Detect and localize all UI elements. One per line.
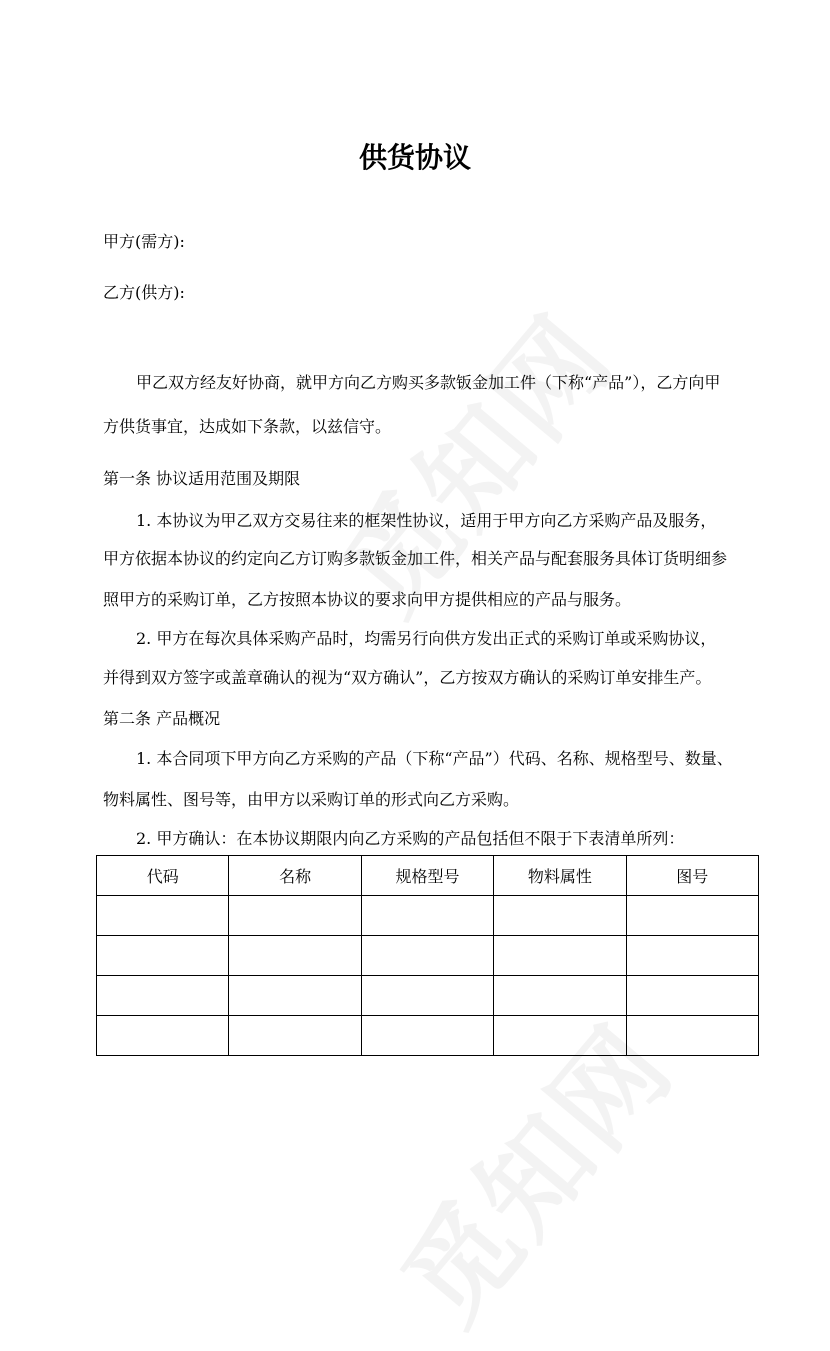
table-cell: [494, 936, 626, 976]
column-header-drawing-no: 图号: [626, 856, 758, 896]
table-cell: [229, 976, 361, 1016]
article-2-clause-1-line-2: 物料属性、图号等，由甲方以采购订单的形式向乙方采购。: [103, 790, 520, 809]
column-header-name: 名称: [229, 856, 361, 896]
article-2-clause-1-line-1: 1. 本合同项下甲方向乙方采购的产品（下称“产品”）代码、名称、规格型号、数量、: [136, 749, 733, 768]
table-cell: [626, 1016, 758, 1056]
table-header-row: [97, 856, 759, 896]
column-header-spec: 规格型号: [361, 856, 493, 896]
table-row: [97, 896, 759, 936]
article-1-clause-1-line-3: 照甲方的采购订单，乙方按照本协议的要求向甲方提供相应的产品与服务。: [103, 590, 632, 609]
table-cell: [229, 1016, 361, 1056]
intro-line-2: 方供货事宜，达成如下条款，以兹信守。: [103, 417, 392, 436]
table-cell: [229, 896, 361, 936]
article-2-clause-2: 2. 甲方确认：在本协议期限内向乙方采购的产品包括但不限于下表清单所列：: [136, 829, 685, 848]
party-a-label: 甲方(需方):: [103, 232, 185, 251]
article-1-heading: 第一条 协议适用范围及期限: [103, 469, 301, 488]
table-cell: [361, 936, 493, 976]
party-b-label: 乙方(供方):: [103, 283, 185, 302]
table-cell: [361, 896, 493, 936]
table-cell: [626, 976, 758, 1016]
table-cell: [97, 976, 229, 1016]
intro-line-1: 甲乙双方经友好协商，就甲方向乙方购买多款钣金加工件（下称“产品”），乙方向甲: [136, 373, 721, 392]
product-table: [96, 855, 759, 1056]
table-cell: [494, 1016, 626, 1056]
article-1-clause-2-line-1: 2. 甲方在每次具体采购产品时，均需另行向供方发出正式的采购订单或采购协议，: [136, 629, 717, 648]
column-header-code: 代码: [97, 856, 229, 896]
table-cell: [494, 976, 626, 1016]
table-cell: [626, 896, 758, 936]
article-2-heading: 第二条 产品概况: [103, 709, 221, 728]
table-row: [97, 1016, 759, 1056]
document-title: 供货协议: [358, 141, 471, 174]
table-row: [97, 936, 759, 976]
article-1-clause-1-line-1: 1. 本协议为甲乙双方交易往来的框架性协议，适用于甲方向乙方采购产品及服务，: [136, 511, 717, 530]
table-cell: [494, 896, 626, 936]
table-row: [97, 976, 759, 1016]
article-1-clause-2-line-2: 并得到双方签字或盖章确认的视为“双方确认”，乙方按双方确认的采购订单安排生产。: [103, 668, 712, 687]
table-cell: [361, 1016, 493, 1056]
table-cell: [97, 896, 229, 936]
article-1-clause-1-line-2: 甲方依据本协议的约定向乙方订购多款钣金加工件，相关产品与配套服务具体订货明细参: [103, 549, 728, 568]
column-header-material: 物料属性: [494, 856, 626, 896]
table-cell: [229, 936, 361, 976]
table-cell: [97, 1016, 229, 1056]
table-cell: [626, 936, 758, 976]
table-cell: [361, 976, 493, 1016]
table-cell: [97, 936, 229, 976]
